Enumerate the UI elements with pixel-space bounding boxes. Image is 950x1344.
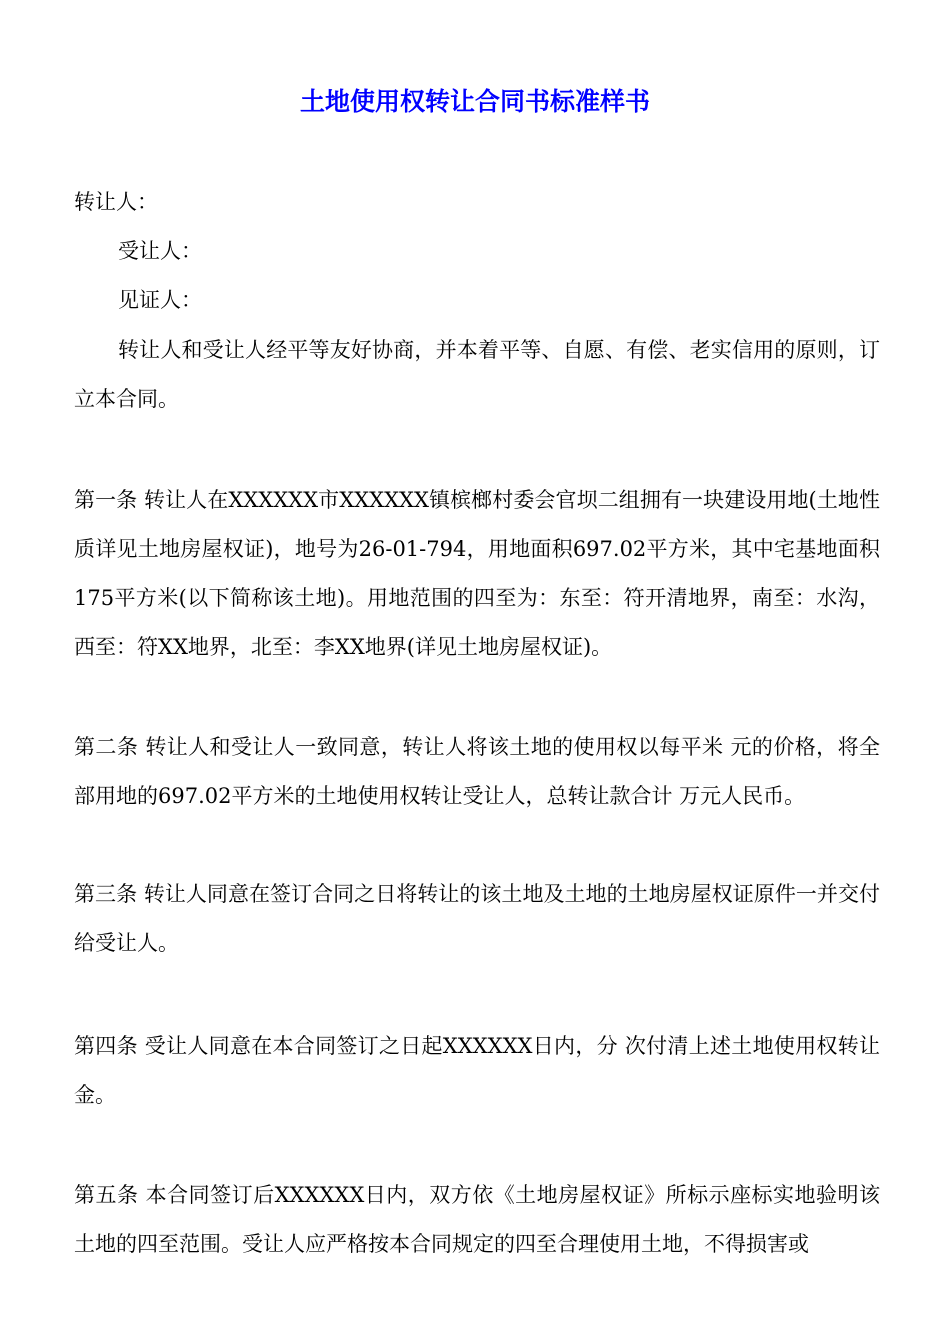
transferee-line: 受让人： <box>118 239 202 263</box>
article-5: 第五条 本合同签订后XXXXXX日内，双方依《土地房屋权证》所标示座标实地验明该土地的四至范围。受让人应严格按本合同规定的四至合理使用土地，不得损害或 <box>74 1183 880 1256</box>
intro-paragraph: 转让人和受让人经平等友好协商，并本着平等、自愿、有偿、老实信用的原则，订立本合同。 <box>74 338 880 411</box>
transferor-line: 转让人： <box>74 190 158 214</box>
article-4: 第四条 受让人同意在本合同签订之日起XXXXXX日内，分 次付清上述土地使用权转让金。 <box>74 1034 880 1107</box>
document-title: 土地使用权转让合同书标准样书 <box>299 87 650 116</box>
article-1: 第一条 转让人在XXXXXX市XXXXXX镇槟榔村委会官坝二组拥有一块建设用地(土地性质详见土地房屋权证)，地号为26-01-794，用地面积697.02平方米，其中宅基地面积175平方米(以下简称该土地)。用地范围的四至为：东至：符开清地界，南至：水沟，西至：符XX地界，北至：李XX地界(详见土地房屋权证)。 <box>74 488 880 659</box>
article-2: 第二条 转让人和受让人一致同意，转让人将该土地的使用权以每平米 元的价格，将全部用地的697.02平方米的土地使用权转让受让人，总转让款合计 万元人民币。 <box>74 735 880 808</box>
witness-line: 见证人： <box>118 288 202 312</box>
article-3: 第三条 转让人同意在签订合同之日将转让的该土地及土地的土地房屋权证原件一并交付给受让人。 <box>74 882 880 955</box>
